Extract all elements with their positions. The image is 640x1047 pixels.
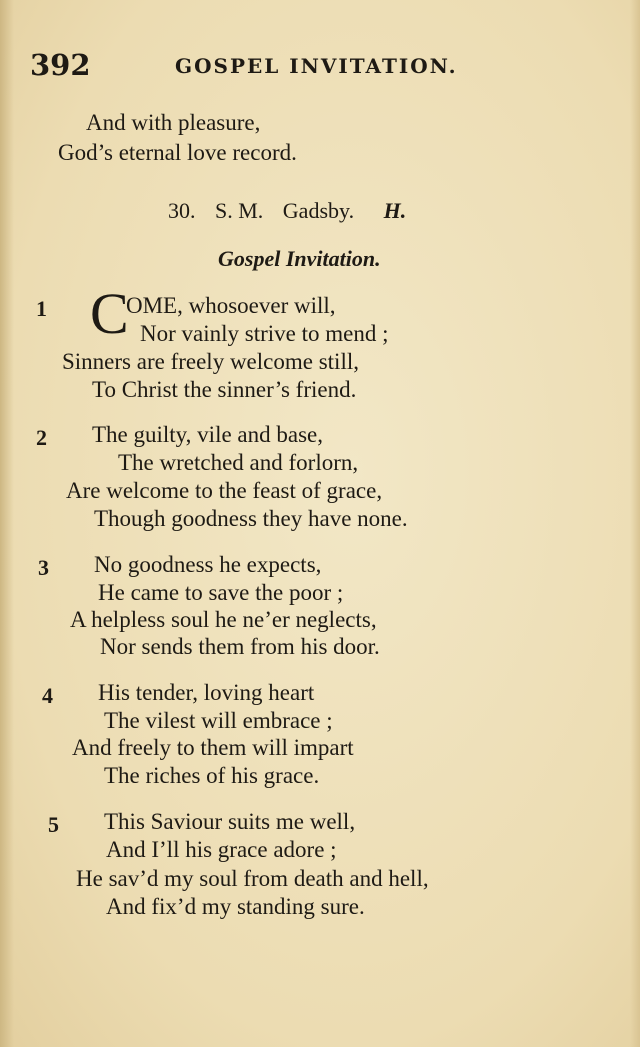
verse-line: Sinners are freely welcome still, [62,349,359,374]
verse-line: This Saviour suits me well, [104,809,356,834]
verse-line: Are welcome to the feast of grace, [66,478,383,503]
verse-line: The wretched and forlorn, [118,450,359,475]
previous-hymn-line: God’s eternal love record. [58,140,297,165]
hymn-title: Gospel Invitation. [218,246,381,271]
verse-line: Nor vainly strive to mend ; [140,321,389,346]
verse-line: OME, whosoever will, [126,293,336,318]
verse-number: 4 [42,683,53,708]
verse-line: The vilest will embrace ; [104,708,333,733]
hymn-heading [168,198,420,224]
verse-line: No goodness he expects, [94,552,322,577]
page-edge-shadow [630,0,640,1047]
verse-line: And freely to them will impart [72,735,354,760]
verse-line: To Christ the sinner’s friend. [92,377,357,402]
previous-hymn-line: And with pleasure, [86,110,261,135]
verse-line: Though goodness they have none. [94,506,408,531]
verse-line: He came to save the poor ; [98,580,344,605]
running-title: GOSPEL INVITATION. [175,54,458,78]
verse-line: A helpless soul he ne’er neglects, [70,607,377,632]
verse-line: His tender, loving heart [98,680,315,705]
verse-line: The guilty, vile and base, [92,422,323,447]
verse-number: 5 [48,812,59,837]
hymn-meter: S. M. [215,198,264,223]
page-edge-shadow [0,0,14,1047]
page-number: 392 [30,48,91,82]
drop-cap: C [90,281,129,346]
verse-line: And fix’d my standing sure. [106,894,365,919]
verse-number: 1 [36,296,47,321]
verse-line: The riches of his grace. [104,763,320,788]
hymn-tune: Gadsby. [282,198,355,223]
verse-number: 3 [38,555,49,580]
verse-number: 2 [36,425,47,450]
hymn-number: 30. [168,198,196,223]
verse-line: And I’ll his grace adore ; [106,837,337,862]
author-mark: H. [383,198,407,223]
verse-line: Nor sends them from his door. [100,634,380,659]
page-header [30,48,610,88]
verse-line: He sav’d my soul from death and hell, [76,866,429,891]
